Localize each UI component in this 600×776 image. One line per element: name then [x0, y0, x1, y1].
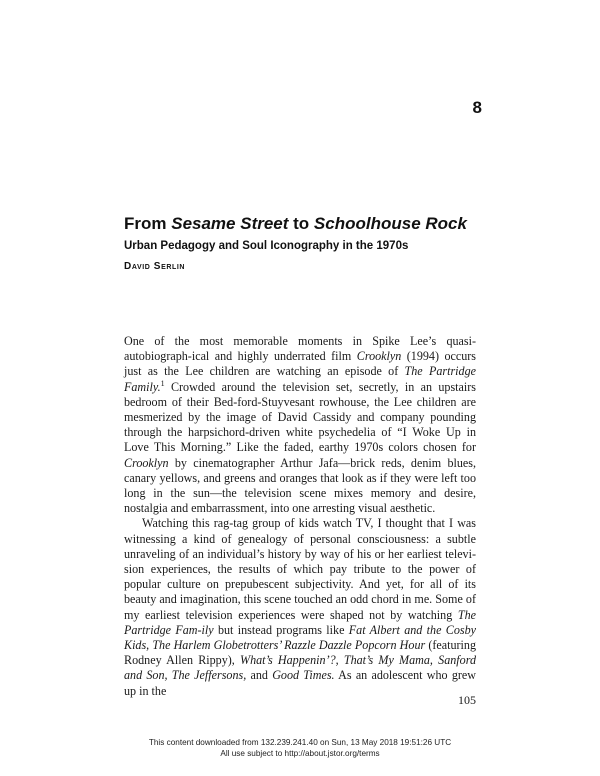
paragraph — [124, 516, 476, 698]
film-title: Crooklyn — [356, 349, 402, 364]
show-title: The Partridge Family. — [124, 364, 476, 394]
title-part: From — [124, 214, 172, 233]
text-run: Watching this rag-tag group of kids watch TV, I thought that I was witnessing a kind of genealogy of personal consciousness: a subtle unraveling of an individual’s history by way of his or her earliest televi-sion experiences, the results of which pay tribute to the power of popular culture on prepubescent subjectivity. And yet, for all of its beauty and imagination, this scene touched an odd chord in me. Some of my earliest television experiences were shaped not by watching — [124, 516, 476, 622]
text-run: (featuring Rodney Allen Rippy), — [124, 638, 476, 668]
text-run: (1994) occurs just as the Lee children are watching an episode of — [124, 349, 477, 379]
terms-link[interactable]: All use subject to http://about.jstor.org/terms — [220, 749, 380, 758]
title-part: to — [288, 214, 314, 233]
show-title: What’s Happenin’?, That’s My Mama, Sanford and Son, The Jeffersons, — [124, 653, 476, 683]
chapter-subtitle: Urban Pedagogy and Soul Iconography in the 1970s — [124, 240, 409, 252]
author-name: David Serlin — [124, 261, 186, 272]
title-part: Schoolhouse Rock — [313, 214, 467, 233]
text-run: As an adolescent who grew up in the — [124, 668, 476, 698]
film-title: Crooklyn — [124, 455, 169, 470]
text-run: but instead programs like — [213, 622, 349, 637]
page-number: 105 — [458, 693, 476, 707]
paragraph — [124, 334, 476, 516]
text-run: and — [246, 668, 273, 683]
text-run: One of the most memorable moments in Spike Lee’s quasi-autobiograph-ical and highly underrated film — [124, 334, 476, 364]
text-run: by cinematographer Arthur Jafa—brick reds, denim blues, canary yellows, and greens and oranges that look as if they were left too long in the sun—the television scene mixes memory and desire, nostalgia and embarrassment, into one arresting visual aesthetic. — [124, 455, 476, 516]
text-run: Crowded around the television set, secretly, in an upstairs bedroom of their Bed-ford-Stuyvesant rowhouse, the Lee children are mesmerized by the image of David Cassidy and company pounding through the harpsichord-driven white psychedelia of “I Woke Up in Love This Morning.” Like the faded, earthy 1970s colors chosen for — [124, 379, 476, 455]
show-title: The Partridge Fam-ily — [124, 607, 476, 637]
body-text — [124, 334, 476, 699]
show-title: Fat Albert and the Cosby Kids, The Harlem Globetrotters’ Razzle Dazzle Popcorn Hour — [124, 622, 476, 653]
title-part: Sesame Street — [171, 214, 289, 233]
chapter-title — [124, 214, 504, 234]
footnote-ref[interactable]: 1 — [160, 378, 165, 388]
download-notice — [0, 737, 600, 759]
download-line: This content downloaded from 132.239.241.40 on Sun, 13 May 2018 19:51:26 UTC — [148, 738, 452, 747]
chapter-number: 8 — [472, 98, 482, 117]
show-title: Good Times. — [272, 668, 335, 683]
